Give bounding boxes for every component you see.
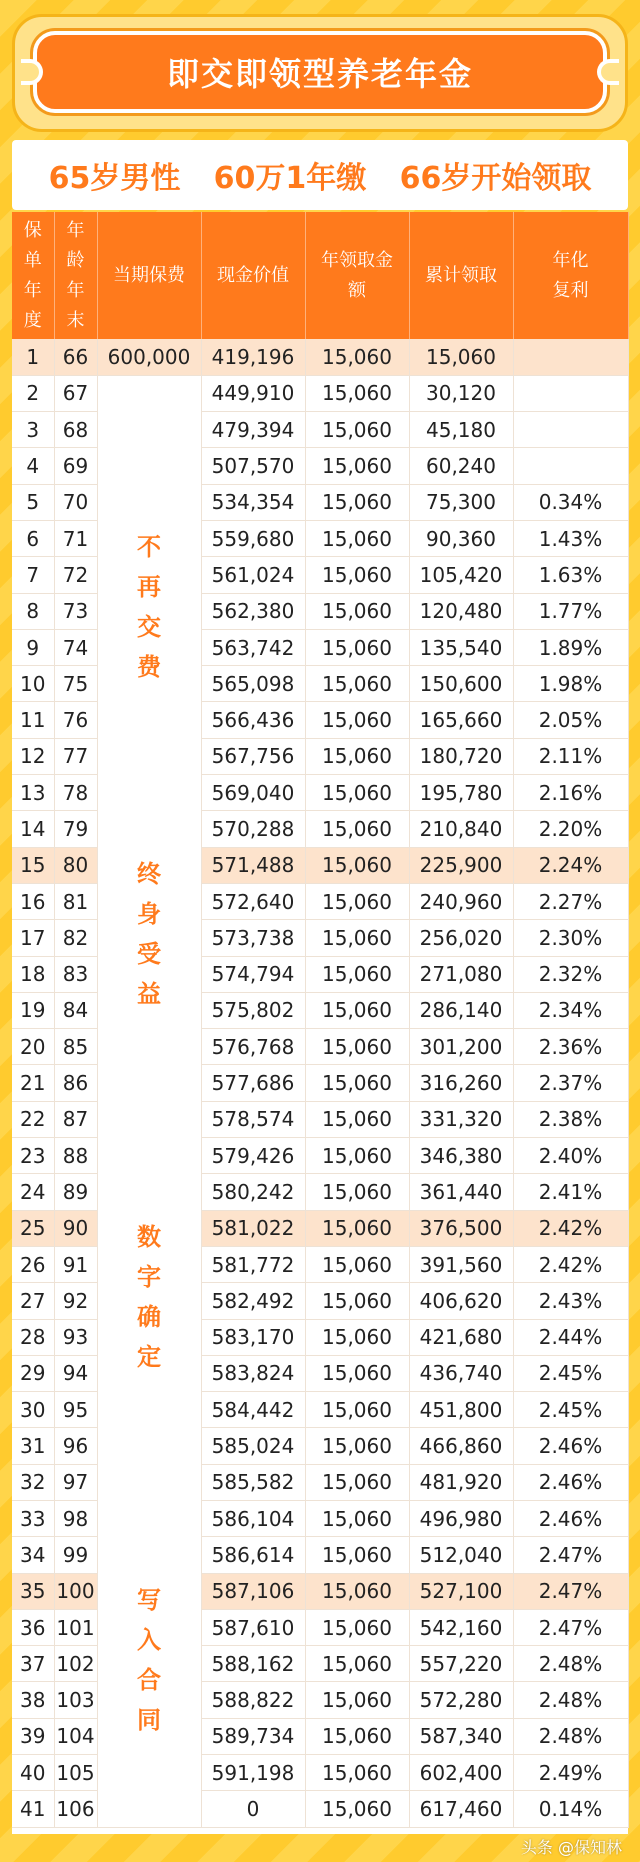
cell-age: 81 [54,883,97,919]
cell-policy-year: 29 [12,1355,54,1391]
cell-cumulative-payout: 180,720 [409,738,513,774]
cell-annual-payout: 15,060 [305,1755,409,1791]
cell-policy-year: 14 [12,811,54,847]
cell-annual-payout: 15,060 [305,1464,409,1500]
cell-annualized-return: 2.48% [513,1682,628,1718]
cell-policy-year: 36 [12,1609,54,1645]
cell-policy-year: 8 [12,593,54,629]
cell-cash-value: 581,772 [201,1246,305,1282]
header-vertical-text: 保 单 年 度 [23,219,42,331]
cell-annualized-return: 2.42% [513,1246,628,1282]
cell-age: 89 [54,1174,97,1210]
cell-age: 86 [54,1065,97,1101]
title-banner-inner [33,31,607,113]
cell-age: 85 [54,1029,97,1065]
cell-annualized-return: 1.77% [513,593,628,629]
cell-cash-value: 573,738 [201,920,305,956]
cell-policy-year: 37 [12,1646,54,1682]
cell-cash-value: 583,170 [201,1319,305,1355]
cell-age: 101 [54,1609,97,1645]
cell-cumulative-payout: 557,220 [409,1646,513,1682]
cell-cumulative-payout: 512,040 [409,1537,513,1573]
cell-policy-year: 12 [12,738,54,774]
cell-age: 67 [54,375,97,411]
cell-cash-value: 578,574 [201,1101,305,1137]
header-vertical-text: 年 龄 年 末 [66,219,85,331]
cell-age: 105 [54,1755,97,1791]
watermark: 头条 @保知林 [520,1838,622,1857]
premium-note: 不 再 交 费 [137,532,161,681]
cell-policy-year: 22 [12,1101,54,1137]
cell-cumulative-payout: 286,140 [409,992,513,1028]
cell-policy-year: 13 [12,775,54,811]
cell-age: 94 [54,1355,97,1391]
cell-cumulative-payout: 421,680 [409,1319,513,1355]
cell-annualized-return [513,339,628,375]
cell-age: 66 [54,339,97,375]
cell-age: 99 [54,1537,97,1573]
cell-annualized-return: 2.44% [513,1319,628,1355]
cell-cash-value: 572,640 [201,883,305,919]
cell-age: 92 [54,1283,97,1319]
cell-annual-payout: 15,060 [305,1138,409,1174]
cell-cash-value: 575,802 [201,992,305,1028]
cell-age: 74 [54,629,97,665]
cell-annualized-return: 2.30% [513,920,628,956]
cell-policy-year: 18 [12,956,54,992]
cell-cash-value: 569,040 [201,775,305,811]
cell-annual-payout: 15,060 [305,1174,409,1210]
page-title: 即交即领型养老年金 [166,55,473,93]
cell-age: 77 [54,738,97,774]
cell-age: 69 [54,448,97,484]
cell-age: 96 [54,1428,97,1464]
cell-cash-value: 589,734 [201,1718,305,1754]
cell-annual-payout: 15,060 [305,992,409,1028]
cell-annual-payout: 15,060 [305,557,409,593]
title-banner [12,14,628,132]
cell-cash-value: 587,106 [201,1573,305,1609]
cell-policy-year: 20 [12,1029,54,1065]
cell-cash-value: 581,022 [201,1210,305,1246]
cell-cash-value: 585,582 [201,1464,305,1500]
cell-cumulative-payout: 617,460 [409,1791,513,1827]
cell-age: 98 [54,1501,97,1537]
cell-annual-payout: 15,060 [305,1210,409,1246]
cell-cumulative-payout: 496,980 [409,1501,513,1537]
cell-cumulative-payout: 436,740 [409,1355,513,1391]
cell-annual-payout: 15,060 [305,412,409,448]
cell-cumulative-payout: 210,840 [409,811,513,847]
cell-age: 102 [54,1646,97,1682]
cell-cash-value: 580,242 [201,1174,305,1210]
subtitle-bar [12,140,628,210]
cell-cash-value: 565,098 [201,666,305,702]
cell-annualized-return: 2.32% [513,956,628,992]
cell-age: 87 [54,1101,97,1137]
cell-policy-year: 35 [12,1573,54,1609]
cell-cumulative-payout: 527,100 [409,1573,513,1609]
header-policy-year [12,212,54,339]
cell-cumulative-payout: 75,300 [409,484,513,520]
cell-cash-value: 534,354 [201,484,305,520]
cell-cash-value: 561,024 [201,557,305,593]
cell-age: 73 [54,593,97,629]
table-row [12,375,628,411]
cell-annualized-return [513,448,628,484]
cell-annualized-return: 2.27% [513,883,628,919]
header-cumulative-payout: 累计领取 [409,212,513,339]
cell-annualized-return: 2.46% [513,1464,628,1500]
cell-annualized-return: 2.43% [513,1283,628,1319]
cell-annual-payout: 15,060 [305,738,409,774]
cell-policy-year: 31 [12,1428,54,1464]
cell-annualized-return: 2.46% [513,1428,628,1464]
cell-cumulative-payout: 301,200 [409,1029,513,1065]
cell-age: 76 [54,702,97,738]
cell-annual-payout: 15,060 [305,775,409,811]
cell-policy-year: 6 [12,520,54,556]
cell-annualized-return: 2.45% [513,1392,628,1428]
cell-cash-value: 588,162 [201,1646,305,1682]
cell-cash-value: 588,822 [201,1682,305,1718]
cell-cumulative-payout: 165,660 [409,702,513,738]
header-annual-payout: 年领取金 额 [305,212,409,339]
cell-cumulative-payout: 15,060 [409,339,513,375]
cell-cumulative-payout: 391,560 [409,1246,513,1282]
cell-annual-payout: 15,060 [305,1029,409,1065]
cell-age: 100 [54,1573,97,1609]
cell-cash-value: 562,380 [201,593,305,629]
cell-age: 106 [54,1791,97,1827]
cell-cumulative-payout: 346,380 [409,1138,513,1174]
cell-annual-payout: 15,060 [305,1428,409,1464]
cell-age: 80 [54,847,97,883]
cell-annual-payout: 15,060 [305,375,409,411]
header-premium: 当期保费 [97,212,201,339]
cell-policy-year: 39 [12,1718,54,1754]
cell-age: 103 [54,1682,97,1718]
cell-cash-value: 579,426 [201,1138,305,1174]
cell-cash-value: 576,768 [201,1029,305,1065]
cell-cash-value: 0 [201,1791,305,1827]
cell-cumulative-payout: 256,020 [409,920,513,956]
cell-annualized-return: 1.89% [513,629,628,665]
cell-annual-payout: 15,060 [305,1355,409,1391]
cell-annualized-return [513,375,628,411]
cell-annual-payout: 15,060 [305,448,409,484]
cell-annualized-return: 2.48% [513,1718,628,1754]
table-header-row [12,212,628,339]
cell-cash-value: 419,196 [201,339,305,375]
cell-cumulative-payout: 240,960 [409,883,513,919]
cell-cash-value: 449,910 [201,375,305,411]
subtitle-gender: 65岁男性 [48,161,181,196]
cell-age: 70 [54,484,97,520]
cell-cumulative-payout: 602,400 [409,1755,513,1791]
cell-annualized-return: 2.05% [513,702,628,738]
cell-cash-value: 567,756 [201,738,305,774]
cell-age: 78 [54,775,97,811]
cell-cash-value: 582,492 [201,1283,305,1319]
cell-annual-payout: 15,060 [305,1718,409,1754]
cell-age: 88 [54,1138,97,1174]
cell-cumulative-payout: 331,320 [409,1101,513,1137]
cell-annual-payout: 15,060 [305,629,409,665]
cell-cumulative-payout: 466,860 [409,1428,513,1464]
cell-policy-year: 9 [12,629,54,665]
cell-policy-year: 5 [12,484,54,520]
cell-annualized-return: 2.49% [513,1755,628,1791]
cell-annualized-return: 2.11% [513,738,628,774]
cell-annual-payout: 15,060 [305,1392,409,1428]
cell-cash-value: 563,742 [201,629,305,665]
cell-annualized-return: 2.36% [513,1029,628,1065]
cell-age: 68 [54,412,97,448]
cell-annualized-return: 1.43% [513,520,628,556]
cell-policy-year: 40 [12,1755,54,1791]
cell-annualized-return: 2.37% [513,1065,628,1101]
cell-annual-payout: 15,060 [305,484,409,520]
cell-age: 97 [54,1464,97,1500]
cell-policy-year: 16 [12,883,54,919]
cell-policy-year: 1 [12,339,54,375]
cell-annual-payout: 15,060 [305,920,409,956]
cell-premium-notes [97,375,201,1827]
cell-annualized-return [513,412,628,448]
cell-policy-year: 15 [12,847,54,883]
cell-cash-value: 591,198 [201,1755,305,1791]
cell-policy-year: 27 [12,1283,54,1319]
cell-annualized-return: 2.20% [513,811,628,847]
header-annualized-return: 年化 复利 [513,212,628,339]
header-cash-value: 现金价值 [201,212,305,339]
cell-policy-year: 21 [12,1065,54,1101]
benefit-table [12,212,629,1828]
cell-cumulative-payout: 406,620 [409,1283,513,1319]
cell-policy-year: 33 [12,1501,54,1537]
cell-annualized-return: 2.47% [513,1609,628,1645]
cell-annualized-return: 2.48% [513,1646,628,1682]
header-age [54,212,97,339]
cell-age: 90 [54,1210,97,1246]
cell-cumulative-payout: 271,080 [409,956,513,992]
cell-cumulative-payout: 45,180 [409,412,513,448]
cell-cumulative-payout: 572,280 [409,1682,513,1718]
cell-annualized-return: 2.46% [513,1501,628,1537]
cell-annualized-return: 2.47% [513,1537,628,1573]
cell-annual-payout: 15,060 [305,1791,409,1827]
cell-cumulative-payout: 451,800 [409,1392,513,1428]
cell-cumulative-payout: 90,360 [409,520,513,556]
cell-age: 79 [54,811,97,847]
cell-annual-payout: 15,060 [305,883,409,919]
cell-cumulative-payout: 361,440 [409,1174,513,1210]
cell-cash-value: 479,394 [201,412,305,448]
cell-cumulative-payout: 135,540 [409,629,513,665]
cell-policy-year: 32 [12,1464,54,1500]
cell-annualized-return: 0.34% [513,484,628,520]
cell-annualized-return: 2.38% [513,1101,628,1137]
cell-cash-value: 570,288 [201,811,305,847]
cell-annual-payout: 15,060 [305,1101,409,1137]
cell-policy-year: 2 [12,375,54,411]
table-body [12,339,628,1827]
cell-annualized-return: 2.24% [513,847,628,883]
cell-policy-year: 23 [12,1138,54,1174]
cell-annual-payout: 15,060 [305,811,409,847]
cell-cash-value: 585,024 [201,1428,305,1464]
subtitle-payment: 60万1年缴 [213,161,367,196]
cell-annualized-return: 2.47% [513,1573,628,1609]
cell-policy-year: 30 [12,1392,54,1428]
cell-cash-value: 586,614 [201,1537,305,1573]
cell-annual-payout: 15,060 [305,1682,409,1718]
cell-cumulative-payout: 120,480 [409,593,513,629]
cell-annualized-return: 1.63% [513,557,628,593]
cell-annualized-return: 2.16% [513,775,628,811]
cell-policy-year: 28 [12,1319,54,1355]
cell-annualized-return: 1.98% [513,666,628,702]
cell-policy-year: 17 [12,920,54,956]
cell-cumulative-payout: 481,920 [409,1464,513,1500]
cell-age: 91 [54,1246,97,1282]
cell-age: 71 [54,520,97,556]
cell-annual-payout: 15,060 [305,956,409,992]
cell-age: 95 [54,1392,97,1428]
cell-policy-year: 26 [12,1246,54,1282]
cell-cumulative-payout: 150,600 [409,666,513,702]
cell-annual-payout: 15,060 [305,339,409,375]
cell-age: 82 [54,920,97,956]
cell-annual-payout: 15,060 [305,666,409,702]
cell-annual-payout: 15,060 [305,1065,409,1101]
table-row [12,339,628,375]
cell-policy-year: 11 [12,702,54,738]
cell-age: 83 [54,956,97,992]
cell-premium: 600,000 [97,339,201,375]
cell-policy-year: 4 [12,448,54,484]
cell-age: 84 [54,992,97,1028]
cell-annualized-return: 2.34% [513,992,628,1028]
cell-cash-value: 577,686 [201,1065,305,1101]
cell-annualized-return: 2.42% [513,1210,628,1246]
cell-annualized-return: 0.14% [513,1791,628,1827]
cell-cumulative-payout: 195,780 [409,775,513,811]
cell-cumulative-payout: 376,500 [409,1210,513,1246]
cell-cumulative-payout: 225,900 [409,847,513,883]
cell-policy-year: 41 [12,1791,54,1827]
cell-annual-payout: 15,060 [305,1501,409,1537]
cell-cumulative-payout: 542,160 [409,1609,513,1645]
cell-policy-year: 19 [12,992,54,1028]
premium-note: 数 字 确 定 [137,1222,161,1371]
cell-cash-value: 566,436 [201,702,305,738]
cell-cumulative-payout: 316,260 [409,1065,513,1101]
cell-age: 104 [54,1718,97,1754]
subtitle-start: 66岁开始领取 [399,161,592,196]
cell-cash-value: 571,488 [201,847,305,883]
cell-annual-payout: 15,060 [305,1609,409,1645]
cell-cash-value: 587,610 [201,1609,305,1645]
cell-policy-year: 10 [12,666,54,702]
cell-annual-payout: 15,060 [305,1573,409,1609]
cell-age: 75 [54,666,97,702]
cell-policy-year: 38 [12,1682,54,1718]
cell-annual-payout: 15,060 [305,1646,409,1682]
cell-annualized-return: 2.45% [513,1355,628,1391]
premium-note: 写 入 合 同 [137,1585,161,1734]
cell-cash-value: 574,794 [201,956,305,992]
cell-policy-year: 34 [12,1537,54,1573]
cell-cumulative-payout: 105,420 [409,557,513,593]
cell-annual-payout: 15,060 [305,1537,409,1573]
cell-annual-payout: 15,060 [305,1283,409,1319]
cell-annual-payout: 15,060 [305,593,409,629]
cell-cash-value: 559,680 [201,520,305,556]
cell-cash-value: 507,570 [201,448,305,484]
cell-age: 72 [54,557,97,593]
premium-note: 终 身 受 益 [137,859,161,1008]
cell-cumulative-payout: 587,340 [409,1718,513,1754]
benefit-table-container [12,212,628,1834]
cell-annual-payout: 15,060 [305,702,409,738]
cell-cash-value: 583,824 [201,1355,305,1391]
cell-annual-payout: 15,060 [305,1319,409,1355]
cell-annual-payout: 15,060 [305,520,409,556]
cell-annualized-return: 2.41% [513,1174,628,1210]
cell-cumulative-payout: 30,120 [409,375,513,411]
cell-annual-payout: 15,060 [305,1246,409,1282]
cell-policy-year: 3 [12,412,54,448]
cell-annual-payout: 15,060 [305,847,409,883]
cell-annualized-return: 2.40% [513,1138,628,1174]
cell-policy-year: 25 [12,1210,54,1246]
cell-policy-year: 24 [12,1174,54,1210]
cell-cash-value: 586,104 [201,1501,305,1537]
cell-policy-year: 7 [12,557,54,593]
cell-age: 93 [54,1319,97,1355]
cell-cash-value: 584,442 [201,1392,305,1428]
cell-cumulative-payout: 60,240 [409,448,513,484]
